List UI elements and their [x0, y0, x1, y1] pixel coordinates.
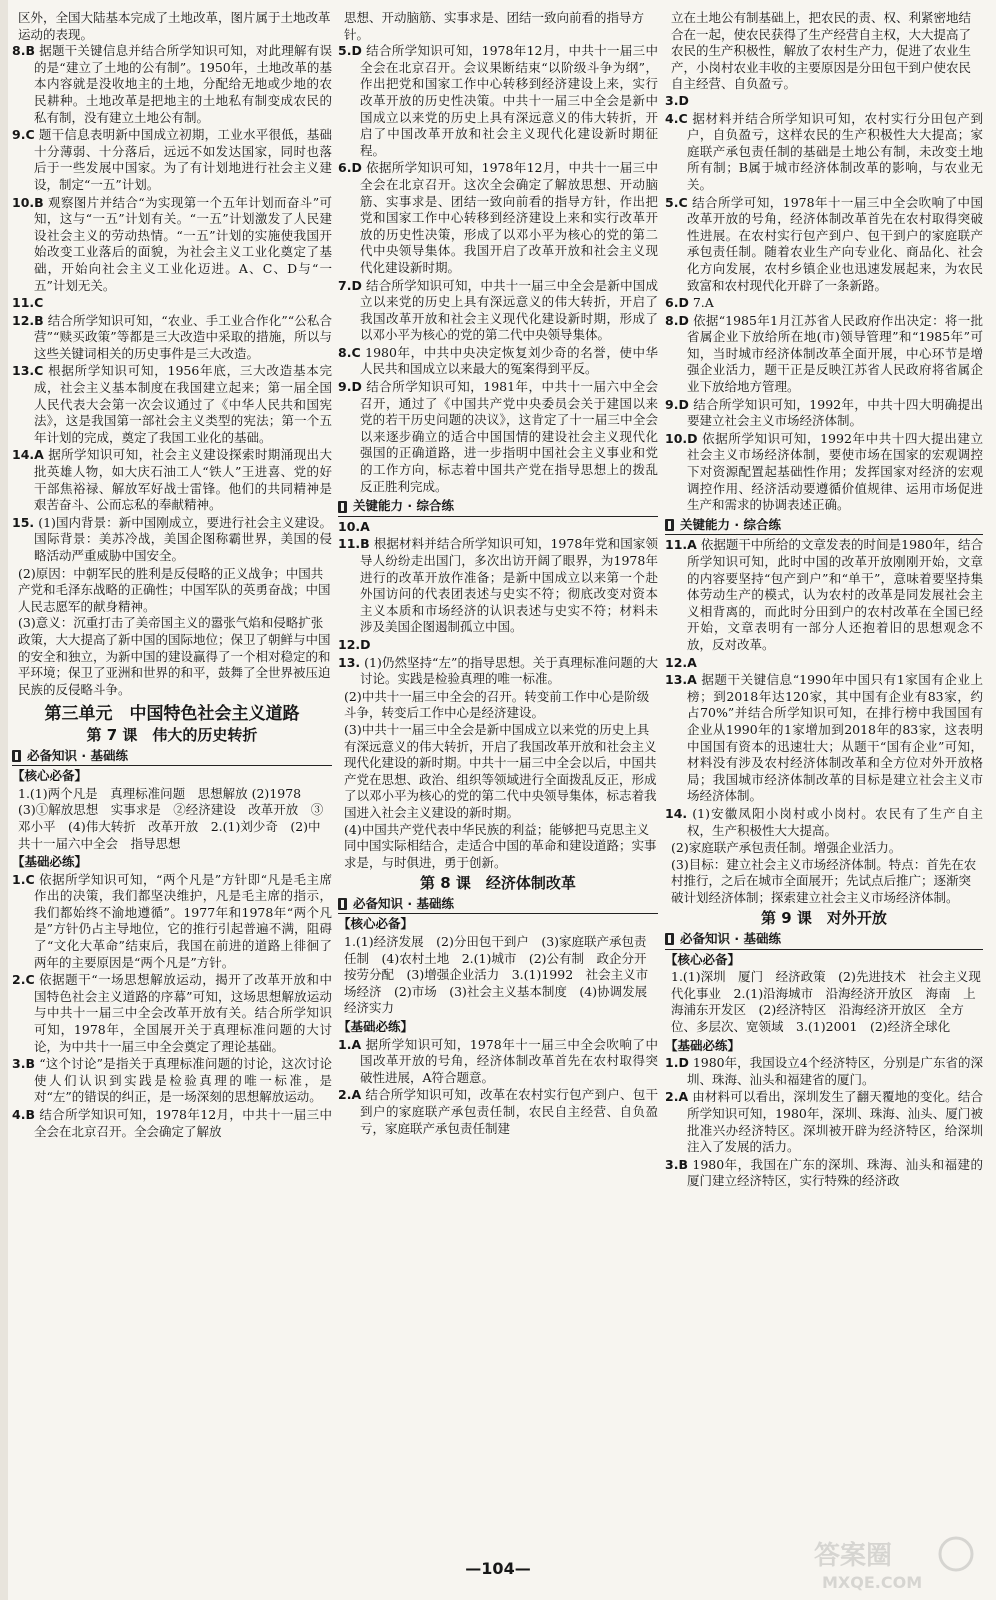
column-right [665, 10, 983, 1542]
answer-number: 2.A [665, 1089, 689, 1105]
answer-number: 10.A [338, 518, 370, 534]
answer-number: 1.A [338, 1036, 362, 1052]
answer-item [665, 806, 983, 839]
answer-text: 题干信息表明新中国成立初期，工业水平很低，基础十分薄弱、十分落后，远远不如发达国家，同时也落后于一些发展中国家。为了有计划地进行社会主义建设，制定“一五”计划。 [34, 127, 332, 192]
answer-text: 据所学知识可知，社会主义建设探索时期涌现出大批英雄人物，如大庆石油工人“铁人”王进喜、党的好干部焦裕禄、解放军好战士雷锋。他们的共同精神是艰苦奋斗、公而忘私的奉献精神。 [34, 447, 332, 513]
lesson-title: 第 7 课 伟大的历史转折 [86, 725, 258, 744]
section-bar-label: 必备知识 · 基础练 [27, 747, 128, 763]
answer-text: 据题干关键信息并结合所学知识可知，对此理解有误的是“建立了土地的公有制”。1950年，土地改革的基本内容就是没收地主的土地，分配给无地或少地的农民耕种。土地改革是把地主的土地私有制变成农民的私有制，没有建立土地公有制。 [34, 43, 332, 125]
lesson-title: 第 8 课 经济体制改革 [420, 874, 576, 893]
section-bar-label: 关键能力 · 综合练 [353, 498, 454, 514]
subsection-heading: 【基础必练】 [12, 854, 88, 870]
answer-text: 结合所学可知，1978年十一届三中全会吹响了中国改革开放的号角，经济体制改革首先在农村取得突破性进展。在农村实行包产到户、包干到户的家庭联产承包责任制。随着农业生产向专业化、商品化、社会化方向发展，农村乡镇企业也迅速发展起来，为农民致富和农村现代化开辟了一条新路。 [687, 194, 983, 293]
answer-number: 14. [665, 805, 688, 821]
answer-text: 7.A [692, 295, 714, 311]
paragraph: 1.(1)深圳 厦门 经济政策 (2)先进技术 社会主义现代化事业 2.(1)沿海城市 沿海经济开放区 海南 上海浦东开发区 (2)经济特区 沿海经济开放区 全方位、多层次、宽领域 3.(1)2001 (2)经济全球化 [671, 969, 981, 1035]
bookmark-icon [665, 933, 674, 945]
answer-item [12, 1107, 332, 1140]
paragraph: (3)中共十一届三中全会是新中国成立以来党的历史上具有深远意义的伟大转折，开启了我国改革开放和社会主义现代化建设的新时期。中共十一届三中全会以后，中国共产党在思想、政治、组织等领域进行全面拨乱反正，形成了以邓小平为核心的党的第二代中央领导集体，标志着我国进入社会主义建设的新时期。 [344, 721, 657, 820]
lesson-title: 第 9 课 对外开放 [761, 909, 887, 928]
answer-number: 12.B [12, 312, 44, 328]
answer-item [665, 295, 983, 312]
answer-number: 7.D [338, 277, 362, 293]
answer-number: 6.D [338, 160, 362, 176]
answer-text: 依据题干“一场思想解放运动，揭开了改革开放和中国特色社会主义道路的序幕”可知，这场思想解放运动与中共十一届三中全会改革开放有关。结合所学知识可知，1978年，全国展开关于真理标准问题的大讨论，为中共十一届三中全会奠定了理论基础。 [34, 972, 332, 1054]
answer-number: 2.C [12, 972, 35, 988]
paragraph: 立在土地公有制基础上，把农民的责、权、利紧密地结合在一起，使农民获得了生产经营自主权，大大提高了农民的生产积极性，解放了农村生产力，促进了农业生产，小岗村农业丰收的主要原因是分田包干到户使农民自主经营、自负盈亏。 [671, 10, 972, 92]
answer-text: (1)安徽凤阳小岗村或小岗村。农民有了生产自主权，生产积极性大大提高。 [687, 805, 983, 838]
answer-text: 由材料可以看出，深圳发生了翻天覆地的变化。结合所学知识可知，1980年，深圳、珠海、汕头、厦门被批准兴办经济特区。深圳被开辟为经济特区，给深圳注入了发展的活力。 [687, 1089, 983, 1155]
answer-item [665, 397, 983, 430]
answer-number: 9.C [12, 127, 35, 143]
answer-item [665, 313, 983, 396]
unit-title: 第三单元 中国特色社会主义道路 [44, 704, 300, 725]
answer-item [338, 655, 658, 688]
section-bar [665, 517, 983, 536]
answer-number: 8.D [665, 312, 689, 328]
bookmark-icon [12, 750, 21, 762]
section-bar [665, 931, 983, 950]
answer-item [12, 295, 332, 312]
answer-text: 据所学知识可知，1978年十一届三中全会吹响了中国改革开放的号角，经济体制改革首先在农村取得突破性进展，A符合题意。 [360, 1036, 659, 1085]
answer-number: 15. [12, 514, 35, 530]
paragraph: 1.(1)经济发展 (2)分田包干到户 (3)家庭联产承包责任制 (4)农村土地 2.(1)城市 (2)公有制 政企分开 按劳分配 (3)增强企业活力 3.(1)1992 社会主义市场经济 (2)市场 (3)社会主义基本制度 (4)协调发展 经济实力 [344, 934, 660, 1016]
answer-number: 11.A [665, 537, 697, 553]
answer-item [338, 278, 658, 344]
answer-item [665, 1089, 983, 1155]
answer-text: 1980年，我国设立4个经济特区，分别是广东省的深圳、珠海、汕头和福建省的厦门。 [687, 1055, 983, 1087]
paragraph: 思想、开动脑筋、实事求是、团结一致向前看的指导方针。 [344, 10, 645, 42]
answer-item [12, 447, 332, 513]
watermark-url: MXQE.COM [822, 1573, 923, 1592]
answer-number: 3.B [12, 1056, 35, 1072]
answer-item [338, 519, 658, 536]
bookmark-icon [338, 898, 347, 910]
answer-text: 依据题干中所给的文章发表的时间是1980年，结合所学知识可知，此时中国的改革开放刚刚开始，文章的内容要坚持“包产到户”和“单干”，意味着要坚持集体劳动生产的模式，认为农村的改革是同发展社会主义相背离的，而此时分田到户的农村改革在全国已经开始，文章表明有一部分人还抱着旧的思想观念不放，反对改革。 [687, 537, 983, 652]
answer-text: 结合所学知识可知，1981年，中共十一届六中全会召开，通过了《中国共产党中央委员会关于建国以来党的若干历史问题的决议》，这肯定了十一届三中全会以来逐步确立的适合中国国情的建设社会主义现代化强国的正确道路，进一步指明中国社会主义事业和党的工作方向，标志着中国共产党在指导思想上的拨乱反正胜利完成。 [360, 379, 658, 494]
answer-item [665, 195, 983, 295]
answer-number: 6.D [665, 295, 689, 311]
answer-item [665, 111, 983, 194]
answer-item [665, 672, 983, 805]
answer-text: 观察图片并结合“为实现第一个五年计划而奋斗”可知，这与“一五”计划有关。“一五”计划激发了人民建设社会主义的劳动热情。“一五”计划的实施使我国开始改变工业落后的面貌，为社会主义工业化奠定了基础，开始向社会主义工业化迈进。A、C、D与“一五”计划无关。 [34, 194, 332, 293]
answer-text: 根据材料并结合所学知识可知，1978年党和国家领导人纷纷走出国门，多次出访开阔了眼界，为1978年进行的改革开放作准备；是新中国成立以来第一个赴外国访问的代表团表述与史实不符；彻底改变对资本主义本质和市场经济的认识表述与史实不符；材料未涉及美国企图遏制孤立中国。 [360, 536, 659, 635]
answer-item [665, 655, 983, 672]
answer-text: “这个讨论”是指关于真理标准问题的讨论，这次讨论使人们认识到实践是检验真理的唯一标准，是对“左”的错误的纠正，是一场深刻的思想解放运动。 [34, 1056, 332, 1105]
answer-text: 依据“1985年1月江苏省人民政府作出决定：将一批省属企业下放给所在地(市)领导管理”和“1985年”可知，当时城市经济体制改革全面开展，中心环节是增强企业活力，题干正是反映江苏省人民政府将省属企业下放给地方管理。 [687, 312, 984, 395]
answer-number: 8.B [12, 43, 35, 59]
answer-item [338, 43, 658, 159]
subsection-heading: 【核心必备】 [665, 951, 741, 967]
answer-item [12, 313, 332, 363]
answer-number: 11.B [338, 536, 370, 552]
answer-number: 2.A [338, 1087, 362, 1103]
paragraph: (3)目标：建立社会主义市场经济体制。特点：首先在农村推行，之后在城市全面展开；先试点后推广；逐渐突破计划经济体制；探索建立社会主义市场经济体制。 [671, 856, 977, 905]
answer-text: 依据所学知识可知，1992年中共十四大提出建立社会主义市场经济体制，要使市场在国家的宏观调控下对资源配置起基础性作用；发挥国家对经济的宏观调控作用、经济活动要遵循价值规律、运用市场促进生产和需求的协调表述正确。 [687, 430, 984, 513]
answer-item [338, 379, 658, 495]
answer-text: 1980年，我国在广东的深圳、珠海、汕头和福建的厦门建立经济特区，实行特殊的经济政 [687, 1156, 983, 1189]
answer-item [338, 1037, 658, 1087]
paragraph: (4)中国共产党代表中华民族的利益；能够把马克思主义同中国实际相结合，走适合中国的革命和建设道路；实事求是，与时俱进，勇于创新。 [344, 821, 657, 870]
answer-item [338, 345, 658, 378]
answer-number: 9.D [338, 379, 362, 395]
answer-item [338, 637, 658, 654]
paragraph: (2)原因：中朝军民的胜利是反侵略的正义战争；中国共产党和毛泽东战略的正确性；中国军队的英勇奋战；中国人民志愿军的献身精神。 [18, 565, 331, 614]
answer-text: 据材料并结合所学知识可知，农村实行分田包产到户，自负盈亏，这样农民的生产积极性大大提高；家庭联产承包责任制的基础是土地公有制，未改变土地所有制；B属于城市经济体制改革的影响，与农业无关。 [687, 110, 983, 192]
answer-item [665, 537, 983, 653]
answer-text: 依据所学知识可知，1978年12月，中共十一届三中全会在北京召开。这次全会确定了解放思想、开动脑筋、实事求是、团结一致向前看的指导方针，作出把党和国家工作中心转移到经济建设上来和实行改革开放的历史性决策，形成了以邓小平为核心的党的第二代中央领导集体。我国开启了改革开放和社会主义现代化建设新时期。 [360, 160, 658, 275]
section-bar [12, 748, 332, 767]
section-bar [338, 498, 658, 517]
answer-number: 1.D [665, 1055, 689, 1071]
answer-item [665, 431, 983, 514]
paragraph: (2)中共十一届三中全会的召开。转变前工作中心是阶级斗争，转变后工作中心是经济建设。 [344, 688, 650, 721]
bookmark-icon [338, 501, 347, 513]
subsection-heading: 【核心必备】 [12, 768, 88, 784]
page-number: —104— [465, 1559, 531, 1578]
answer-text: 结合所学知识可知，改革在农村实行包产到户、包干到户的家庭联产承包责任制，农民自主经营、自负盈亏，家庭联产承包责任制建 [360, 1087, 658, 1136]
subsection-heading: 【核心必备】 [338, 916, 414, 932]
answer-item [665, 93, 983, 110]
answer-number: 12.A [665, 654, 697, 670]
answer-number: 3.D [665, 92, 689, 108]
answer-item [338, 536, 658, 636]
answer-text: 据题干关键信息“1990年中国只有1家国有企业上榜；到2018年达120家，其中国有企业有83家，约占70%”并结合所学知识可知，在排行榜中我国国有企业从1990年的1家增加到2018年的83家，这表明中国国有资本的迅速壮大；从题干“国有企业”可知，材料没有涉及农村经济体制改革和全方位对外开放格局；我国城市经济体制改革的目标是建立社会主义市场经济体制。 [687, 672, 983, 804]
answer-number: 11.C [12, 295, 44, 311]
answer-item [12, 872, 332, 972]
answer-number: 14.A [12, 447, 44, 463]
answer-text: 根据所学知识可知，1956年底，三大改造基本完成，社会主义基本制度在我国建立起来；第一届全国人民代表大会第一次会议通过了《中华人民共和国宪法》，这是我国第一部社会主义类型的宪法；第一个五年计划的完成，奠定了我国工业化的基础。 [34, 363, 332, 445]
answer-number: 13. [338, 654, 361, 670]
subsection-heading: 【基础必练】 [338, 1019, 414, 1035]
answer-number: 10.D [665, 430, 698, 446]
answer-number: 5.C [665, 194, 688, 210]
watermark-logo [808, 1532, 978, 1594]
answer-item [12, 515, 332, 565]
column-middle [338, 10, 658, 1542]
answer-item [338, 1087, 658, 1137]
answer-text: 依据所学知识可知，“两个凡是”方针即“凡是毛主席作出的决策，我们都坚决维护，凡是毛主席的指示，我们都始终不渝地遵循”。1977年和1978年“两个凡是”方针仍占主导地位，它的推行引起普遍不满，阻碍了“文化大革命”结束后，我国在前进的道路上徘徊了两年的主要原因是“两个凡是”方针。 [34, 871, 332, 970]
answer-item [12, 363, 332, 446]
answer-item [12, 127, 332, 193]
paragraph: (2)家庭联产承包责任制。增强企业活力。 [671, 840, 902, 856]
answer-text: 结合所学知识可知，“农业、手工业合作化”“公私合营”“赎买政策”等都是三大改造中采取的措施，所以与这些关键词相关的历史事件是三大改造。 [34, 312, 332, 361]
section-bar [338, 896, 658, 915]
answer-number: 5.D [338, 43, 362, 59]
answer-item [665, 1157, 983, 1190]
section-bar-label: 必备知识 · 基础练 [680, 931, 781, 947]
answer-text: 结合所学知识可知，1992年，中共十四大明确提出要建立社会主义市场经济体制。 [687, 396, 983, 429]
answer-number: 8.C [338, 344, 361, 360]
answer-number: 13.A [665, 672, 697, 688]
answer-item [12, 1056, 332, 1106]
paragraph: (3)意义：沉重打击了美帝国主义的嚣张气焰和侵略扩张政策，大大提高了新中国的国际地位；保卫了朝鲜与中国的安全和独立，为新中国的建设赢得了一个相对稳定的和平环境；保卫了亚洲和世界的和平，鼓舞了全世界被压迫民族的反侵略斗争。 [18, 615, 331, 697]
answer-number: 4.C [665, 110, 688, 126]
answer-item [12, 195, 332, 295]
answer-text: (1)国内背景：新中国刚成立，要进行社会主义建设。国际背景：美苏冷战，美国企图称霸世界，美国的侵略活动严重威胁中国安全。 [34, 514, 332, 563]
binding-gutter [0, 0, 8, 1600]
answer-text: 结合所学知识可知，1978年12月，中共十一届三中全会在北京召开。会议果断结束“以阶级斗争为纲”，作出把党和国家工作中心转移到经济建设上来，实行改革开放的历史性决策。中共十一届三中全会是新中国成立以来党的历史上具有深远意义的伟大转折，开启了中国改革开放和社会主义现代化建设新时期征程。 [360, 43, 658, 158]
answer-number: 3.B [665, 1156, 688, 1172]
subsection-heading: 【基础必练】 [665, 1037, 741, 1053]
section-bar-label: 关键能力 · 综合练 [680, 516, 781, 532]
answer-number: 1.C [12, 871, 35, 887]
column-left [12, 10, 332, 1542]
paragraph: 1.(1)两个凡是 真理标准问题 思想解放 (2)1978 (3)①解放思想 实事求是 ②经济建设 改革开放 ③邓小平 (4)伟大转折 改革开放 2.(1)刘少奇 (2)中共十一届六中全会 指导思想 [18, 785, 324, 851]
bookmark-icon [665, 519, 674, 531]
answer-number: 4.B [12, 1107, 35, 1122]
paragraph: 区外，全国大陆基本完成了土地改革，图片属于土地改革运动的表现。 [18, 10, 331, 42]
answer-text: 1980年，中共中央决定恢复刘少奇的名誉，使中华人民共和国成立以来最大的冤案得到平反。 [360, 344, 658, 377]
answer-text: 结合所学知识可知，中共十一届三中全会是新中国成立以来党的历史上具有深远意义的伟大转折，开启了我国改革开放和社会主义现代化建设新时期，形成了以邓小平为核心的党的第二代中央领导集体。 [360, 277, 658, 343]
answer-number: 10.B [12, 194, 44, 210]
answer-text: 结合所学知识可知，1978年12月，中共十一届三中全会在北京召开。全会确定了解放 [34, 1107, 333, 1139]
answer-item [665, 1055, 983, 1088]
answer-text: (1)仍然坚持“左”的指导思想。关于真理标准问题的大讨论。实践是检验真理的唯一标准。 [360, 654, 658, 687]
answer-item [12, 972, 332, 1055]
answer-item [12, 43, 332, 126]
watermark-title: 答案圈 [814, 1541, 893, 1571]
answer-number: 12.D [338, 636, 371, 652]
section-bar-label: 必备知识 · 基础练 [353, 895, 454, 911]
answer-number: 9.D [665, 396, 689, 412]
answer-item [338, 160, 658, 276]
answer-number: 13.C [12, 363, 44, 379]
